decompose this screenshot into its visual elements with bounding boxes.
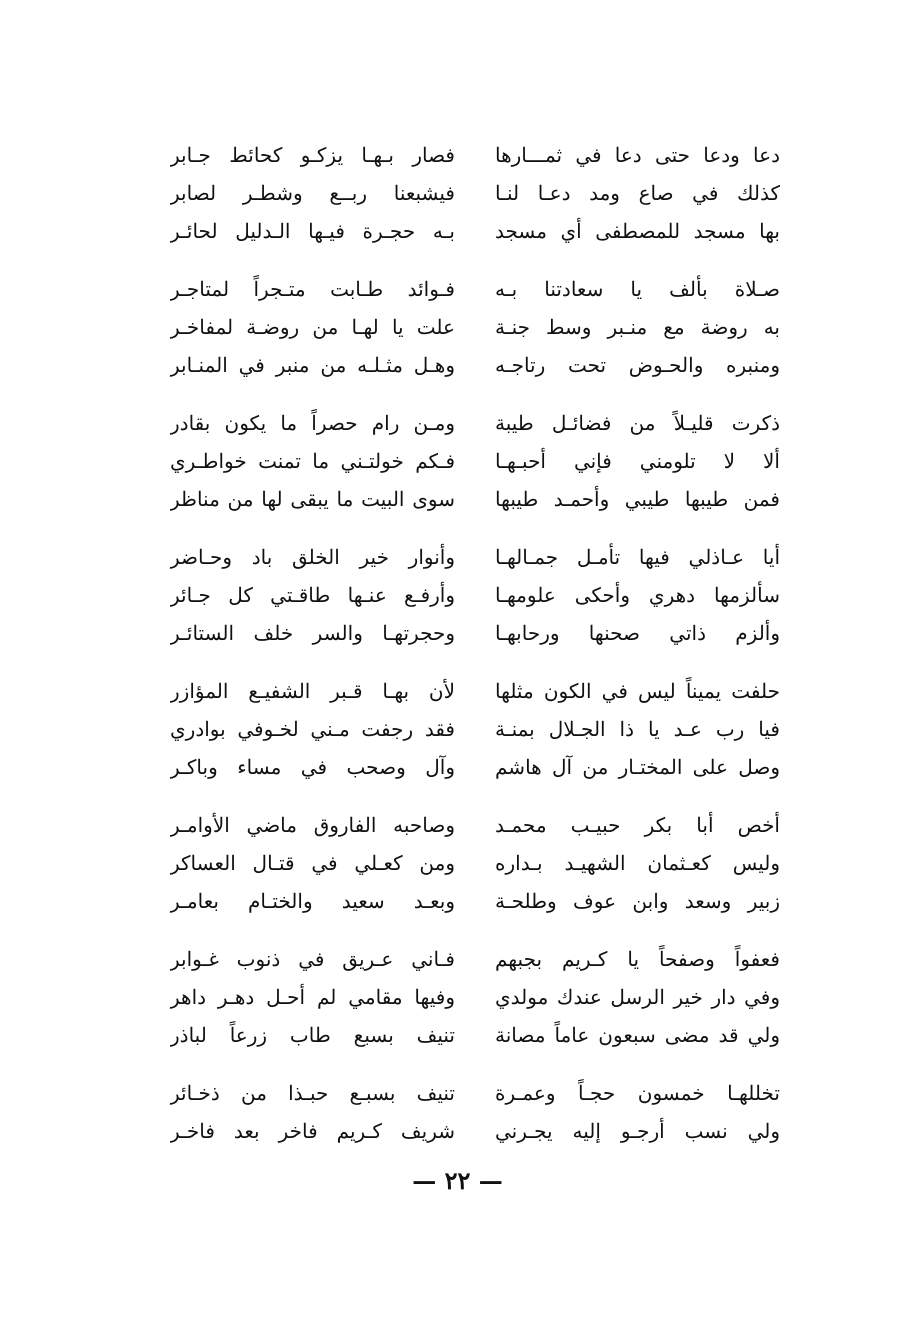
verse: [170, 672, 780, 710]
verse-second-hemistich: علت يا لهـا من روضـة لمفاخـر: [170, 315, 455, 339]
verse-first-hemistich: وفي دار خير الرسل عندك مولدي: [495, 985, 780, 1009]
verse-first-hemistich: ألا لا تلومني فإني أحبـهـا: [495, 449, 780, 473]
verse: [170, 480, 780, 518]
verse: [170, 308, 780, 346]
verse-second-hemistich: وبعـد سعيد والختـام بعامـر: [170, 889, 455, 913]
verse-second-hemistich: فـكم خولتـني ما تمنت خواطـري: [170, 449, 455, 473]
verse: [170, 978, 780, 1016]
poem: [170, 136, 780, 1170]
stanza: [170, 806, 780, 920]
verse: [170, 844, 780, 882]
stanza: [170, 940, 780, 1054]
verse: [170, 614, 780, 652]
verse-second-hemistich: ومن كعـلي في قتـال العساكر: [170, 851, 455, 875]
verse: [170, 136, 780, 174]
verse-first-hemistich: بها مسجد للمصطفى أي مسجد: [495, 219, 780, 243]
verse: [170, 212, 780, 250]
verse: [170, 404, 780, 442]
verse-first-hemistich: كذلك في صاع ومد دعـا لنـا: [495, 181, 780, 205]
verse-first-hemistich: فمن طيبها طيبي وأحمـد طيبها: [495, 487, 780, 511]
verse-second-hemistich: وفيها مقامي لم أحـل دهـر داهر: [170, 985, 455, 1009]
verse-first-hemistich: ومنبره والحـوض تحت رتاجـه: [495, 353, 780, 377]
verse-first-hemistich: وصل على المختـار من آل هاشم: [495, 755, 780, 779]
verse-second-hemistich: وأنوار خير الخلق باد وحـاضر: [170, 545, 455, 569]
verse-first-hemistich: زبير وسعد وابن عوف وطلحـة: [495, 889, 780, 913]
verse-second-hemistich: لأن بهـا قـبر الشفيـع المؤازر: [170, 679, 455, 703]
verse: [170, 1016, 780, 1054]
verse-second-hemistich: فـاني عـريق في ذنوب غـوابر: [170, 947, 455, 971]
verse: [170, 806, 780, 844]
verse-second-hemistich: وآل وصحب في مساء وباكـر: [170, 755, 455, 779]
verse-second-hemistich: فصار بـهـا يزكـو كحائط جـابر: [170, 143, 455, 167]
page-number: — ٢٢ —: [412, 1166, 503, 1195]
verse-first-hemistich: فيا رب عـد يا ذا الجـلال بمنـة: [495, 717, 780, 741]
verse: [170, 748, 780, 786]
verse: [170, 442, 780, 480]
verse-second-hemistich: وأرفـع عنـها طاقـتي كل جـائر: [170, 583, 455, 607]
verse-first-hemistich: وألزم ذاتي صحنها ورحابهـا: [495, 621, 780, 645]
stanza: [170, 1074, 780, 1150]
verse-second-hemistich: تنيف بسبع طاب زرعاً لباذر: [170, 1023, 455, 1047]
verse-first-hemistich: ولي قد مضى سبعون عاماً مصانة: [495, 1023, 780, 1047]
verse-first-hemistich: سألزمها دهري وأحكى علومهـا: [495, 583, 780, 607]
verse: [170, 576, 780, 614]
verse: [170, 1112, 780, 1150]
verse-first-hemistich: ذكرت قليـلاً من فضائـل طيبة: [495, 411, 780, 435]
verse-second-hemistich: بـه حجـرة فيـها الـدليل لحائـر: [170, 219, 455, 243]
verse-first-hemistich: تخللهـا خمسون حجـاً وعمـرة: [495, 1081, 780, 1105]
verse-second-hemistich: وحجرتهـا والسر خلف الستائـر: [170, 621, 455, 645]
verse-second-hemistich: شريف كـريم فاخر بعد فاخـر: [170, 1119, 455, 1143]
verse-first-hemistich: أيا عـاذلي فيها تأمـل جمـالهـا: [495, 545, 780, 569]
verse-first-hemistich: فعفواً وصفحاً يا كـريم بجبهم: [495, 947, 780, 971]
verse-first-hemistich: صـلاة بألف يا سعادتنا بـه: [495, 277, 780, 301]
verse: [170, 174, 780, 212]
verse-second-hemistich: فيشبعنا ربــع وشطـر لصابر: [170, 181, 455, 205]
verse-first-hemistich: أخص أبا بكر حبيـب محمـد: [495, 813, 780, 837]
verse: [170, 1074, 780, 1112]
verse-second-hemistich: فـوائد طـابت متـجراً لمتاجـر: [170, 277, 455, 301]
verse-second-hemistich: وهـل مثـلـه من منبر في المنـابر: [170, 353, 455, 377]
verse-first-hemistich: وليس كعـثمان الشهيـد بـداره: [495, 851, 780, 875]
stanza: [170, 538, 780, 652]
verse: [170, 270, 780, 308]
verse-first-hemistich: دعا ودعا حتى دعا في ثمـــارها: [495, 143, 780, 167]
verse: [170, 538, 780, 576]
verse-second-hemistich: تنيف بسبـع حبـذا من ذخـائر: [170, 1081, 455, 1105]
verse-first-hemistich: حلفت يميناً ليس في الكون مثلها: [495, 679, 780, 703]
stanza: [170, 404, 780, 518]
verse-second-hemistich: ومـن رام حصراً ما يكون بقادر: [170, 411, 455, 435]
verse-second-hemistich: وصاحبه الفاروق ماضي الأوامـر: [170, 813, 455, 837]
stanza: [170, 672, 780, 786]
verse: [170, 882, 780, 920]
verse-first-hemistich: ولي نسب أرجـو إليه يجـرني: [495, 1119, 780, 1143]
stanza: [170, 136, 780, 250]
verse: [170, 710, 780, 748]
stanza: [170, 270, 780, 384]
verse-first-hemistich: به روضة مع منـبر وسط جنـة: [495, 315, 780, 339]
verse-second-hemistich: فقد رجفت مـني لخـوفي بوادري: [170, 717, 455, 741]
verse: [170, 346, 780, 384]
verse: [170, 940, 780, 978]
verse-second-hemistich: سوى البيت ما يبقى لها من مناظر: [170, 487, 455, 511]
